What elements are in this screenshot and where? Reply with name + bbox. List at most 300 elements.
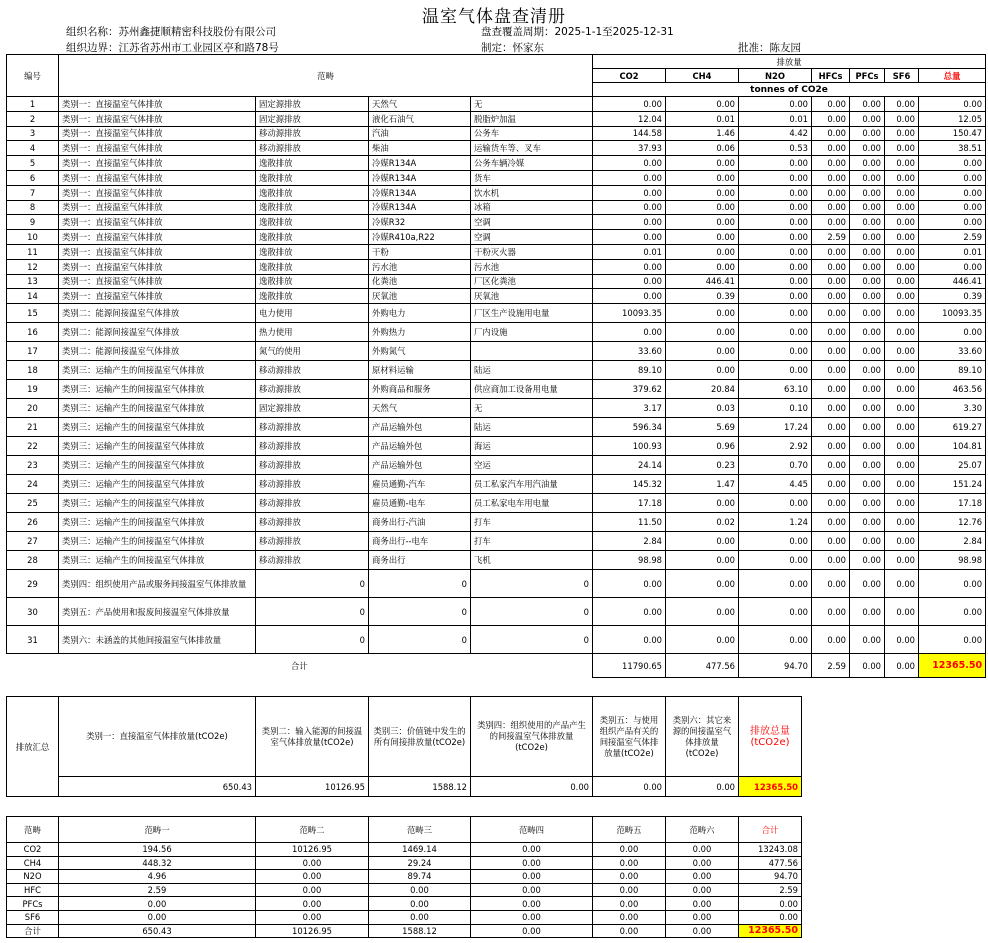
org-name: 组织名称：苏州鑫捷顺精密科技股份有限公司 <box>66 26 276 38</box>
row-category: 类别一：直接温室气体排放 <box>59 200 256 215</box>
row-emission-source: 柴油 <box>369 141 471 156</box>
category-value: 2.59 <box>739 883 802 897</box>
emission-value: 0.00 <box>812 185 850 200</box>
row-emission-source: 冷媒R32 <box>369 215 471 230</box>
category-by-gas-table <box>6 816 802 938</box>
row-number: 20 <box>7 399 59 418</box>
row-number: 9 <box>7 215 59 230</box>
emission-value: 0.00 <box>885 598 919 626</box>
row-emission-type: 固定源排放 <box>256 97 369 112</box>
emission-value: 0.00 <box>850 323 885 342</box>
emission-value: 0.00 <box>919 156 986 171</box>
emission-value: 0.00 <box>812 570 850 598</box>
row-emission-type: 0 <box>256 570 369 598</box>
col-header-emissions: 排放量 <box>593 55 986 69</box>
emission-value: 0.00 <box>812 323 850 342</box>
table-row <box>7 570 986 598</box>
emission-value: 0.00 <box>812 244 850 259</box>
emission-value: 0.01 <box>739 111 812 126</box>
row-number: 25 <box>7 494 59 513</box>
gas-col-header: SF6 <box>885 69 919 83</box>
emission-value: 24.14 <box>593 456 666 475</box>
row-number: 7 <box>7 185 59 200</box>
emission-value: 0.00 <box>850 342 885 361</box>
emission-value: 0.02 <box>666 513 739 532</box>
emission-value: 0.00 <box>850 215 885 230</box>
emission-value: 0.00 <box>739 551 812 570</box>
category-value: 0.00 <box>256 897 369 911</box>
emission-value: 0.00 <box>850 532 885 551</box>
emission-value: 145.32 <box>593 475 666 494</box>
row-emission-source: 0 <box>369 598 471 626</box>
row-category: 类别一：直接温室气体排放 <box>59 170 256 185</box>
emission-value: 0.01 <box>919 244 986 259</box>
gas-name: PFCs <box>7 897 59 911</box>
emission-value: 0.00 <box>885 170 919 185</box>
row-category: 类别一：直接温室气体排放 <box>59 259 256 274</box>
category-value: 194.56 <box>59 843 256 857</box>
emission-value: 446.41 <box>919 274 986 289</box>
row-number: 27 <box>7 532 59 551</box>
emission-value: 0.00 <box>739 185 812 200</box>
row-emission-type: 电力使用 <box>256 304 369 323</box>
row-emission-source: 外购电力 <box>369 304 471 323</box>
emission-value: 100.93 <box>593 437 666 456</box>
emission-value: 0.00 <box>885 399 919 418</box>
category-value: 10126.95 <box>256 924 369 938</box>
emission-value: 0.00 <box>885 361 919 380</box>
row-emission-type: 逸散排放 <box>256 230 369 245</box>
row-facility: 员工私家汽车用汽油量 <box>471 475 593 494</box>
totals-label: 合计 <box>7 654 593 678</box>
row-emission-type: 移动源排放 <box>256 532 369 551</box>
table-row <box>7 185 986 200</box>
emission-value: 0.00 <box>812 399 850 418</box>
emission-value: 0.01 <box>666 111 739 126</box>
emission-value: 0.00 <box>812 551 850 570</box>
emission-value: 0.00 <box>812 170 850 185</box>
summary-row-label: 排放汇总 <box>7 697 59 797</box>
table-row <box>7 513 986 532</box>
emission-value: 20.84 <box>666 380 739 399</box>
emission-value: 0.00 <box>850 399 885 418</box>
emission-value: 0.00 <box>885 156 919 171</box>
row-number: 18 <box>7 361 59 380</box>
emission-value: 0.00 <box>739 230 812 245</box>
row-number: 24 <box>7 475 59 494</box>
table-row <box>7 323 986 342</box>
emission-value: 0.00 <box>850 97 885 112</box>
emission-value: 0.00 <box>593 97 666 112</box>
row-emission-type: 移动源排放 <box>256 494 369 513</box>
row-number: 5 <box>7 156 59 171</box>
emission-value: 0.00 <box>919 598 986 626</box>
total-value: 94.70 <box>739 654 812 678</box>
row-facility: 无 <box>471 399 593 418</box>
row-emission-source: 产品运输外包 <box>369 418 471 437</box>
category-value: 0.00 <box>593 910 666 924</box>
emission-value: 596.34 <box>593 418 666 437</box>
emission-value: 0.00 <box>593 230 666 245</box>
emission-value: 17.18 <box>919 494 986 513</box>
row-emission-source: 干粉 <box>369 244 471 259</box>
emission-value: 0.00 <box>593 274 666 289</box>
category-value: 0.00 <box>593 924 666 938</box>
emission-value: 2.84 <box>593 532 666 551</box>
row-category: 类别三：运输产生的间接温室气体排放 <box>59 418 256 437</box>
emission-value: 0.00 <box>885 200 919 215</box>
row-category: 类别三：运输产生的间接温室气体排放 <box>59 475 256 494</box>
row-category: 类别二：能源间接温室气体排放 <box>59 342 256 361</box>
emission-value: 0.00 <box>666 551 739 570</box>
emission-value: 0.00 <box>919 570 986 598</box>
row-number: 11 <box>7 244 59 259</box>
emission-value: 0.00 <box>850 230 885 245</box>
row-emission-source: 厌氧池 <box>369 289 471 304</box>
row-emission-source: 化粪池 <box>369 274 471 289</box>
emission-value: 0.00 <box>593 215 666 230</box>
row-number: 1 <box>7 97 59 112</box>
gas-col-header: N2O <box>739 69 812 83</box>
summary-value: 0.00 <box>666 777 739 797</box>
emission-value: 0.00 <box>885 259 919 274</box>
row-emission-source: 冷媒R134A <box>369 170 471 185</box>
emission-value: 0.00 <box>739 342 812 361</box>
emission-value: 38.51 <box>919 141 986 156</box>
row-number: 12 <box>7 259 59 274</box>
emission-value: 0.00 <box>739 200 812 215</box>
emission-value: 11.50 <box>593 513 666 532</box>
emission-value: 379.62 <box>593 380 666 399</box>
row-emission-source: 产品运输外包 <box>369 456 471 475</box>
summary-value: 650.43 <box>59 777 256 797</box>
category-header-row <box>7 817 802 843</box>
row-category: 类别三：运输产生的间接温室气体排放 <box>59 437 256 456</box>
table-row <box>7 230 986 245</box>
emission-value: 89.10 <box>593 361 666 380</box>
row-number: 14 <box>7 289 59 304</box>
category-value: 0.00 <box>471 897 593 911</box>
emission-value: 0.00 <box>850 244 885 259</box>
row-facility: 供应商加工设备用电量 <box>471 380 593 399</box>
row-facility: 冰箱 <box>471 200 593 215</box>
gas-name: CO2 <box>7 843 59 857</box>
gas-name: 合计 <box>7 924 59 938</box>
summary-col-header: 排放总量(tCO2e) <box>739 697 802 777</box>
category-value: 0.00 <box>471 883 593 897</box>
emission-inventory-table <box>6 54 986 678</box>
emission-value: 0.00 <box>739 97 812 112</box>
category-value: 0.00 <box>593 883 666 897</box>
row-category: 类别一：直接温室气体排放 <box>59 274 256 289</box>
table-row <box>7 924 802 938</box>
row-facility <box>471 342 593 361</box>
row-category: 类别一：直接温室气体排放 <box>59 126 256 141</box>
category-value: 0.00 <box>471 856 593 870</box>
total-value: 0.00 <box>850 654 885 678</box>
table-row <box>7 883 802 897</box>
row-emission-type: 移动源排放 <box>256 380 369 399</box>
gas-col-header: CH4 <box>666 69 739 83</box>
category-value: 0.00 <box>256 870 369 884</box>
category-value: 1588.12 <box>369 924 471 938</box>
emission-value: 0.00 <box>885 141 919 156</box>
row-category: 类别三：运输产生的间接温室气体排放 <box>59 456 256 475</box>
table-row <box>7 399 986 418</box>
emission-value: 0.00 <box>593 200 666 215</box>
emission-value: 2.59 <box>919 230 986 245</box>
emission-value: 2.92 <box>739 437 812 456</box>
emission-value: 0.00 <box>850 289 885 304</box>
emission-value: 0.00 <box>812 598 850 626</box>
table-row <box>7 551 986 570</box>
emission-value: 12.05 <box>919 111 986 126</box>
emission-value: 0.00 <box>812 200 850 215</box>
row-facility: 厌氧池 <box>471 289 593 304</box>
emission-value: 0.00 <box>666 361 739 380</box>
row-category: 类别一：直接温室气体排放 <box>59 185 256 200</box>
emission-value: 0.00 <box>812 126 850 141</box>
emission-value: 0.00 <box>739 156 812 171</box>
summary-value: 10126.95 <box>256 777 369 797</box>
row-category: 类别一：直接温室气体排放 <box>59 111 256 126</box>
prepared-by: 制定：怀家东 <box>481 42 544 54</box>
row-emission-type: 移动源排放 <box>256 475 369 494</box>
emission-value: 17.24 <box>739 418 812 437</box>
emission-value: 0.00 <box>850 361 885 380</box>
row-emission-source: 污水池 <box>369 259 471 274</box>
row-number: 3 <box>7 126 59 141</box>
emission-value: 0.39 <box>919 289 986 304</box>
emission-value: 0.00 <box>850 437 885 456</box>
table-row <box>7 598 986 626</box>
emission-value: 17.18 <box>593 494 666 513</box>
table-row <box>7 910 802 924</box>
summary-col-header: 类别二：输入能源的间接温室气体排放量(tCO2e) <box>256 697 369 777</box>
emission-value: 0.00 <box>666 342 739 361</box>
category-value: 13243.08 <box>739 843 802 857</box>
emission-value: 33.60 <box>593 342 666 361</box>
emission-value: 0.00 <box>812 437 850 456</box>
row-category: 类别五：产品使用和报废间接温室气体排放量 <box>59 598 256 626</box>
summary-col-header: 类别四：组织使用的产品产生的间接温室气体排放量(tCO2e) <box>471 697 593 777</box>
row-emission-type: 逸散排放 <box>256 244 369 259</box>
emission-value: 0.10 <box>739 399 812 418</box>
row-emission-source: 天然气 <box>369 399 471 418</box>
emission-value: 0.00 <box>666 244 739 259</box>
emission-value: 0.00 <box>885 244 919 259</box>
row-emission-type: 固定源排放 <box>256 111 369 126</box>
category-value: 650.43 <box>59 924 256 938</box>
gas-col-header: CO2 <box>593 69 666 83</box>
emission-value: 0.00 <box>739 215 812 230</box>
emission-value: 0.00 <box>919 259 986 274</box>
category-value: 0.00 <box>59 897 256 911</box>
emission-value: 0.00 <box>593 570 666 598</box>
emission-value: 0.00 <box>885 111 919 126</box>
emission-value: 0.00 <box>885 626 919 654</box>
row-emission-source: 产品运输外包 <box>369 437 471 456</box>
emission-value: 0.00 <box>850 494 885 513</box>
row-emission-source: 冷媒R134A <box>369 156 471 171</box>
category-value: 2.59 <box>59 883 256 897</box>
row-emission-type: 移动源排放 <box>256 126 369 141</box>
category-value: 0.00 <box>666 897 739 911</box>
emission-value: 0.00 <box>850 111 885 126</box>
table-row <box>7 456 986 475</box>
table-row <box>7 843 802 857</box>
emission-value: 89.10 <box>919 361 986 380</box>
emission-value: 0.00 <box>919 200 986 215</box>
category-value: 0.00 <box>593 843 666 857</box>
category-col-header: 范畴三 <box>369 817 471 843</box>
emission-value: 0.00 <box>812 380 850 399</box>
inventory-period: 盘查覆盖周期：2025-1-1至2025-12-31 <box>481 26 674 38</box>
emission-value: 0.00 <box>593 289 666 304</box>
emission-value: 0.39 <box>666 289 739 304</box>
emission-value: 0.01 <box>593 244 666 259</box>
total-value: 11790.65 <box>593 654 666 678</box>
emission-value: 0.00 <box>850 274 885 289</box>
table-row <box>7 856 802 870</box>
emission-value: 151.24 <box>919 475 986 494</box>
summary-value: 0.00 <box>471 777 593 797</box>
emission-value: 0.00 <box>666 570 739 598</box>
category-value: 1469.14 <box>369 843 471 857</box>
category-value: 0.00 <box>369 883 471 897</box>
table-row <box>7 259 986 274</box>
gas-name: SF6 <box>7 910 59 924</box>
row-facility: 无 <box>471 97 593 112</box>
emission-value: 0.00 <box>739 323 812 342</box>
emission-value: 0.00 <box>919 626 986 654</box>
emission-value: 0.00 <box>885 274 919 289</box>
table-row <box>7 289 986 304</box>
unit-label: tonnes of CO2e <box>593 83 986 97</box>
row-emission-type: 逸散排放 <box>256 185 369 200</box>
table-row <box>7 111 986 126</box>
emission-value: 25.07 <box>919 456 986 475</box>
emission-value: 0.00 <box>812 513 850 532</box>
category-value: 0.00 <box>666 910 739 924</box>
row-number: 30 <box>7 598 59 626</box>
emission-value: 0.00 <box>812 494 850 513</box>
row-category: 类别三：运输产生的间接温室气体排放 <box>59 513 256 532</box>
row-emission-source: 商务出行 <box>369 551 471 570</box>
category-value: 0.00 <box>471 910 593 924</box>
emission-value: 0.00 <box>885 551 919 570</box>
table-row <box>7 170 986 185</box>
row-facility: 饮水机 <box>471 185 593 200</box>
emission-value: 0.00 <box>666 598 739 626</box>
emission-value: 0.96 <box>666 437 739 456</box>
row-emission-type: 0 <box>256 626 369 654</box>
row-emission-type: 移动源排放 <box>256 456 369 475</box>
emission-value: 0.00 <box>812 215 850 230</box>
row-emission-type: 固定源排放 <box>256 399 369 418</box>
row-category: 类别一：直接温室气体排放 <box>59 156 256 171</box>
emission-value: 0.00 <box>885 456 919 475</box>
row-facility: 飞机 <box>471 551 593 570</box>
row-number: 10 <box>7 230 59 245</box>
emission-value: 0.00 <box>666 323 739 342</box>
row-facility: 陆运 <box>471 361 593 380</box>
category-grand-total: 12365.50 <box>739 924 802 938</box>
row-category: 类别三：运输产生的间接温室气体排放 <box>59 494 256 513</box>
total-value: 0.00 <box>885 654 919 678</box>
emission-value: 0.00 <box>850 200 885 215</box>
emission-value: 619.27 <box>919 418 986 437</box>
emission-value: 0.00 <box>850 304 885 323</box>
summary-col-header: 类别三：价值链中发生的所有间接排放量(tCO2e) <box>369 697 471 777</box>
emission-value: 446.41 <box>666 274 739 289</box>
emission-value: 0.00 <box>812 259 850 274</box>
emission-value: 0.00 <box>739 304 812 323</box>
category-value: 0.00 <box>666 856 739 870</box>
grand-total: 12365.50 <box>919 654 986 678</box>
category-value: 448.32 <box>59 856 256 870</box>
emission-value: 463.56 <box>919 380 986 399</box>
row-category: 类别三：运输产生的间接温室气体排放 <box>59 532 256 551</box>
row-category: 类别三：运输产生的间接温室气体排放 <box>59 361 256 380</box>
emission-value: 0.00 <box>885 304 919 323</box>
emission-value: 0.00 <box>666 304 739 323</box>
emission-value: 0.00 <box>666 156 739 171</box>
emission-value: 0.06 <box>666 141 739 156</box>
emission-value: 0.00 <box>739 170 812 185</box>
row-number: 21 <box>7 418 59 437</box>
row-number: 8 <box>7 200 59 215</box>
emission-value: 0.70 <box>739 456 812 475</box>
category-col-header: 合计 <box>739 817 802 843</box>
category-col-header: 范畴一 <box>59 817 256 843</box>
summary-header-row <box>7 697 802 777</box>
table-row <box>7 141 986 156</box>
gas-col-header: PFCs <box>850 69 885 83</box>
row-emission-type: 热力使用 <box>256 323 369 342</box>
row-emission-source: 冷媒R134A <box>369 185 471 200</box>
row-emission-type: 逸散排放 <box>256 274 369 289</box>
emission-value: 10093.35 <box>593 304 666 323</box>
category-value: 0.00 <box>739 910 802 924</box>
emission-value: 0.00 <box>666 200 739 215</box>
row-number: 28 <box>7 551 59 570</box>
category-value: 477.56 <box>739 856 802 870</box>
emission-value: 0.00 <box>812 111 850 126</box>
row-emission-type: 移动源排放 <box>256 361 369 380</box>
category-value: 89.74 <box>369 870 471 884</box>
emission-value: 0.00 <box>850 141 885 156</box>
emission-value: 150.47 <box>919 126 986 141</box>
row-category: 类别六：未涵盖的其他间接温室气体排放量 <box>59 626 256 654</box>
emission-value: 0.00 <box>812 156 850 171</box>
table-row <box>7 244 986 259</box>
row-emission-type: 移动源排放 <box>256 437 369 456</box>
category-value: 0.00 <box>471 924 593 938</box>
row-emission-type: 氮气的使用 <box>256 342 369 361</box>
row-number: 31 <box>7 626 59 654</box>
emission-value: 0.00 <box>850 259 885 274</box>
emission-value: 0.00 <box>739 259 812 274</box>
row-emission-source: 商务出行-汽油 <box>369 513 471 532</box>
row-number: 22 <box>7 437 59 456</box>
row-facility: 货车 <box>471 170 593 185</box>
row-emission-source: 雇员通勤-电车 <box>369 494 471 513</box>
category-value: 10126.95 <box>256 843 369 857</box>
emission-value: 10093.35 <box>919 304 986 323</box>
row-facility: 空调 <box>471 215 593 230</box>
row-emission-type: 移动源排放 <box>256 141 369 156</box>
